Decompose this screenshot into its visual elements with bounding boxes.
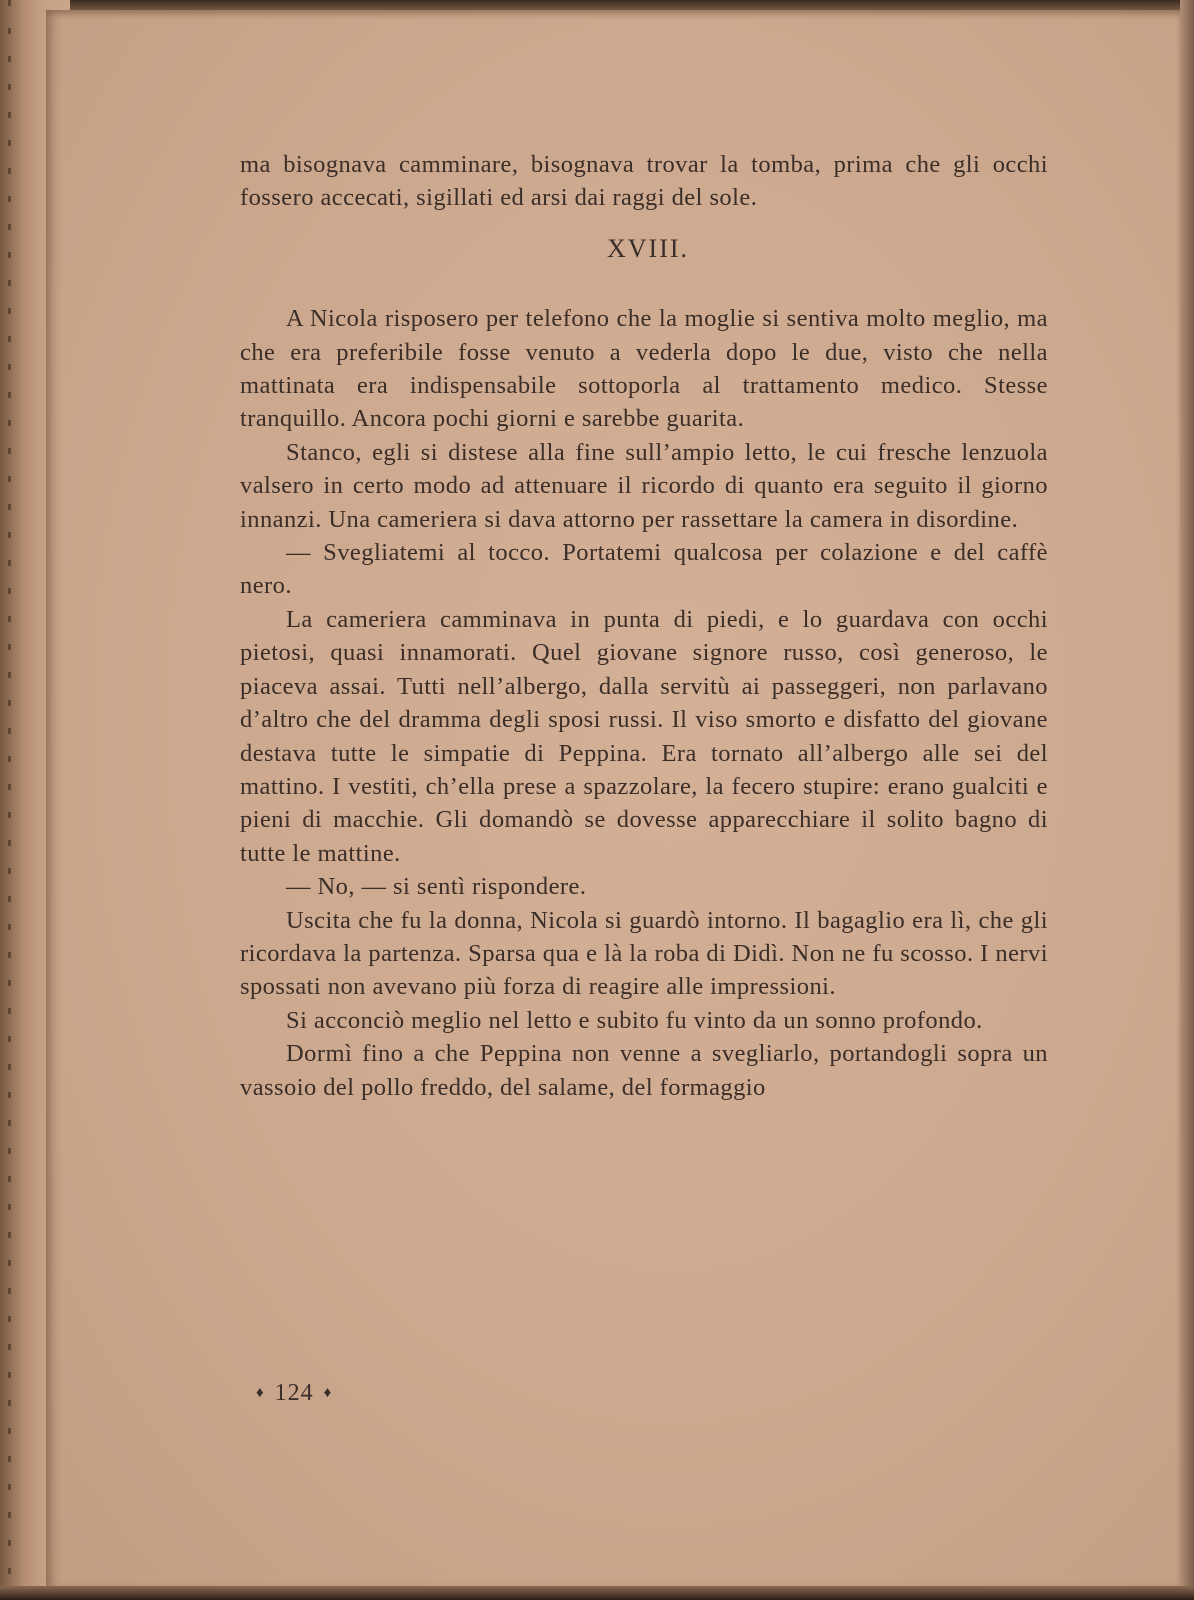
paragraph: La cameriera camminava in punta di piedi, e lo guardava con occhi pietosi, quasi innamorati. Quel giovane signore russo, così generoso, le piaceva assai. Tutti nell’albergo, dalla servitù ai passeggeri, non parlavano d’altro che del dramma degli sposi russi. Il viso smorto e disfatto del giovane destava tutte le simpatie di Peppina. Era tornato all’albergo alle sei del mattino. I vestiti, ch’ella prese a spazzolare, la fecero stupire: erano gualciti e pieni di macchie. Gli domandò se dovesse apparecchiare il solito bagno di tutte le mattine. xyxy=(240,605,1048,867)
diamond-ornament-icon: ♦ xyxy=(256,1385,265,1401)
dialogue-line: — No, — si sentì rispondere. xyxy=(286,873,587,901)
chapter-heading: XVIII. xyxy=(606,233,690,263)
page-bottom-edge xyxy=(0,1586,1194,1600)
paragraph: ma bisognava camminare, bisognava trovar la tomba, prima che gli occhi fossero accecati, sigillati ed arsi dai raggi del sole. xyxy=(240,151,1048,212)
diamond-ornament-icon: ♦ xyxy=(323,1385,333,1401)
paragraph: Si acconciò meglio nel letto e subito fu vinto da un sonno profondo. xyxy=(286,1006,983,1034)
page-right-edge xyxy=(1180,0,1194,1600)
page-number: 124 xyxy=(274,1380,314,1406)
paragraph: Uscita che fu la donna, Nicola si guardò intorno. Il bagaglio era lì, che gli ricordava la partenza. Sparsa qua e là la roba di Didì. Non ne fu scosso. I nervi spossati non avevano più forza di reagire alle impressioni. xyxy=(240,906,1048,1001)
paragraph: Dormì fino a che Peppina non venne a svegliarlo, portandogli sopra un vassoio del pollo freddo, del salame, del formaggio xyxy=(240,1040,1048,1101)
body-text xyxy=(240,148,1048,1104)
paragraph: Stanco, egli si distese alla fine sull’ampio letto, le cui fresche lenzuola valsero in certo modo ad attenuare il ricordo di quanto era seguito il giorno innanzi. Una cameriera si dava attorno per rassettare la camera in disordine. xyxy=(240,438,1048,533)
page-footer xyxy=(256,1380,332,1407)
paragraph: A Nicola risposero per telefono che la moglie si sentiva molto meglio, ma che era preferibile fosse venuto a vederla dopo le due, visto che nella mattinata era indispensabile sottoporla al trattamento medico. Stesse tranquillo. Ancora pochi giorni e sarebbe guarita. xyxy=(240,305,1048,433)
dialogue-line: — Svegliatemi al tocco. Portatemi qualcosa per colazione e del caffè nero. xyxy=(240,539,1048,600)
